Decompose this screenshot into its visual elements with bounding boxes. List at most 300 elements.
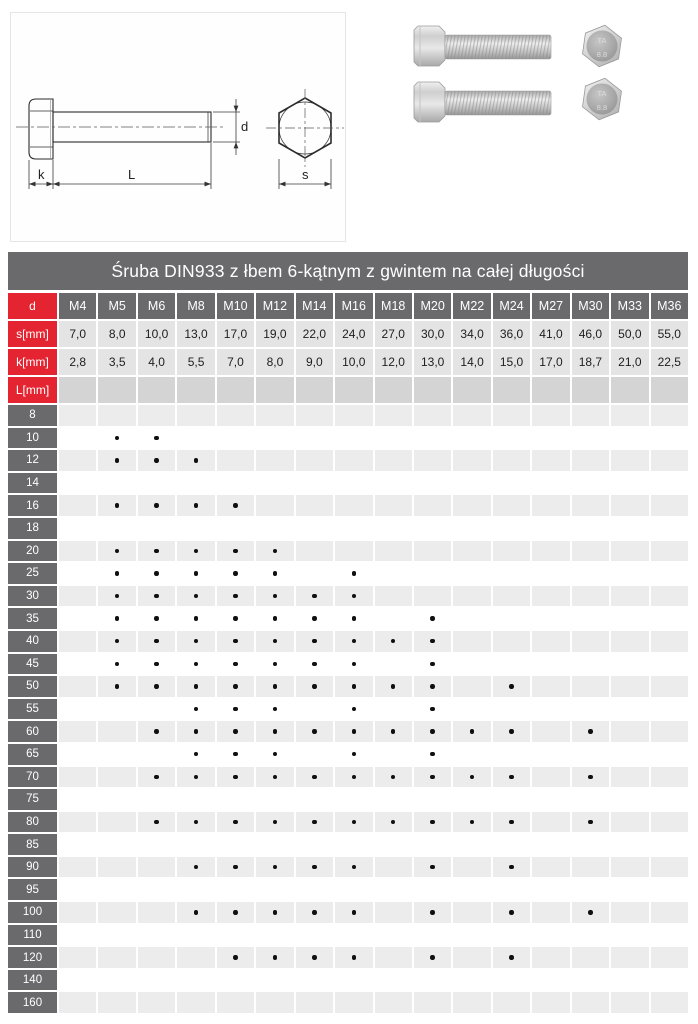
availability-cell-75-M12 xyxy=(256,789,293,810)
availability-cell-40-M18 xyxy=(375,631,412,652)
availability-cell-55-M6 xyxy=(138,699,175,720)
availability-cell-14-M10 xyxy=(217,473,254,494)
dim-label-L: L xyxy=(128,167,136,182)
availability-cell-25-M20 xyxy=(414,563,451,584)
availability-dot xyxy=(509,684,513,688)
availability-cell-8-M24 xyxy=(493,405,530,426)
availability-cell-12-M5 xyxy=(98,450,135,471)
availability-cell-10-M33 xyxy=(611,428,648,449)
availability-cell-100-M18 xyxy=(375,902,412,923)
availability-cell-20-M24 xyxy=(493,541,530,562)
length-header-cell-M22 xyxy=(453,377,490,403)
availability-cell-30-M18 xyxy=(375,586,412,607)
availability-cell-14-M30 xyxy=(572,473,609,494)
availability-cell-10-M6 xyxy=(138,428,175,449)
length-row-10 xyxy=(8,428,688,449)
length-row-35 xyxy=(8,608,688,629)
bolt-head-front-view xyxy=(266,89,344,167)
availability-cell-90-M27 xyxy=(532,857,569,878)
s-value-M5: 8,0 xyxy=(98,321,135,347)
availability-cell-8-M36 xyxy=(651,405,688,426)
availability-cell-12-M33 xyxy=(611,450,648,471)
availability-cell-120-M10 xyxy=(217,947,254,968)
availability-cell-45-M22 xyxy=(453,654,490,675)
availability-dot xyxy=(194,775,198,779)
availability-cell-45-M30 xyxy=(572,654,609,675)
availability-cell-100-M8 xyxy=(177,902,214,923)
availability-cell-20-M4 xyxy=(59,541,96,562)
availability-dot xyxy=(233,820,237,824)
availability-cell-85-M30 xyxy=(572,834,609,855)
availability-cell-50-M22 xyxy=(453,676,490,697)
availability-cell-60-M30 xyxy=(572,721,609,742)
availability-dot xyxy=(194,503,198,507)
k-value-M24: 15,0 xyxy=(493,349,530,375)
availability-dot xyxy=(352,752,356,756)
availability-cell-70-M36 xyxy=(651,767,688,788)
col-header-M33: M33 xyxy=(611,293,648,319)
availability-dot xyxy=(115,662,119,666)
availability-cell-35-M14 xyxy=(296,608,333,629)
availability-cell-140-M18 xyxy=(375,970,412,991)
availability-cell-35-M36 xyxy=(651,608,688,629)
availability-cell-14-M16 xyxy=(335,473,372,494)
length-row-70 xyxy=(8,767,688,788)
availability-dot xyxy=(470,729,474,733)
availability-dot xyxy=(194,639,198,643)
availability-cell-160-M5 xyxy=(98,992,135,1013)
availability-dot xyxy=(273,549,277,553)
head-marking-grade: 8.8 xyxy=(596,50,608,59)
availability-cell-16-M10 xyxy=(217,495,254,516)
availability-cell-45-M12 xyxy=(256,654,293,675)
availability-dot xyxy=(194,865,198,869)
col-header-M20: M20 xyxy=(414,293,451,319)
availability-dot xyxy=(115,549,119,553)
availability-cell-65-M33 xyxy=(611,744,648,765)
availability-cell-16-M5 xyxy=(98,495,135,516)
availability-cell-40-M22 xyxy=(453,631,490,652)
s-value-M20: 30,0 xyxy=(414,321,451,347)
availability-dot xyxy=(391,775,395,779)
availability-dot xyxy=(233,707,237,711)
availability-cell-20-M36 xyxy=(651,541,688,562)
availability-dot xyxy=(233,775,237,779)
availability-cell-25-M10 xyxy=(217,563,254,584)
product-photos xyxy=(410,18,670,126)
availability-cell-18-M18 xyxy=(375,518,412,539)
length-header-cell-M12 xyxy=(256,377,293,403)
availability-cell-75-M6 xyxy=(138,789,175,810)
availability-dot xyxy=(430,775,434,779)
availability-cell-8-M20 xyxy=(414,405,451,426)
availability-cell-55-M14 xyxy=(296,699,333,720)
availability-cell-45-M18 xyxy=(375,654,412,675)
k-value-M36: 22,5 xyxy=(651,349,688,375)
availability-cell-55-M8 xyxy=(177,699,214,720)
availability-cell-160-M18 xyxy=(375,992,412,1013)
availability-cell-45-M10 xyxy=(217,654,254,675)
availability-cell-18-M24 xyxy=(493,518,530,539)
availability-dot xyxy=(312,639,316,643)
availability-cell-65-M18 xyxy=(375,744,412,765)
availability-cell-12-M27 xyxy=(532,450,569,471)
length-row-16 xyxy=(8,495,688,516)
availability-cell-55-M18 xyxy=(375,699,412,720)
availability-cell-35-M12 xyxy=(256,608,293,629)
availability-dot xyxy=(312,662,316,666)
availability-cell-160-M4 xyxy=(59,992,96,1013)
length-row-30 xyxy=(8,586,688,607)
availability-dot xyxy=(430,662,434,666)
length-row-75 xyxy=(8,789,688,810)
availability-dot xyxy=(154,458,158,462)
availability-dot xyxy=(312,865,316,869)
availability-dot xyxy=(430,820,434,824)
availability-dot xyxy=(312,616,316,620)
availability-cell-140-M8 xyxy=(177,970,214,991)
availability-cell-35-M30 xyxy=(572,608,609,629)
availability-cell-10-M20 xyxy=(414,428,451,449)
head-marking-brand: TA xyxy=(597,89,607,98)
availability-dot xyxy=(154,503,158,507)
availability-cell-14-M6 xyxy=(138,473,175,494)
availability-cell-14-M24 xyxy=(493,473,530,494)
availability-cell-30-M12 xyxy=(256,586,293,607)
availability-cell-60-M10 xyxy=(217,721,254,742)
k-value-M16: 10,0 xyxy=(335,349,372,375)
availability-dot xyxy=(115,639,119,643)
col-header-M12: M12 xyxy=(256,293,293,319)
availability-dot xyxy=(194,616,198,620)
availability-cell-20-M14 xyxy=(296,541,333,562)
availability-cell-10-M36 xyxy=(651,428,688,449)
availability-cell-90-M14 xyxy=(296,857,333,878)
dimension-k-L xyxy=(29,143,211,189)
availability-cell-14-M8 xyxy=(177,473,214,494)
availability-cell-25-M24 xyxy=(493,563,530,584)
availability-dot xyxy=(430,865,434,869)
availability-dot xyxy=(470,820,474,824)
availability-cell-95-M22 xyxy=(453,879,490,900)
availability-dot xyxy=(352,684,356,688)
availability-dot xyxy=(352,594,356,598)
availability-cell-25-M8 xyxy=(177,563,214,584)
col-header-M16: M16 xyxy=(335,293,372,319)
availability-dot xyxy=(115,684,119,688)
availability-cell-95-M24 xyxy=(493,879,530,900)
availability-cell-10-M4 xyxy=(59,428,96,449)
availability-cell-160-M27 xyxy=(532,992,569,1013)
availability-cell-55-M16 xyxy=(335,699,372,720)
availability-cell-65-M8 xyxy=(177,744,214,765)
availability-cell-8-M27 xyxy=(532,405,569,426)
availability-cell-50-M27 xyxy=(532,676,569,697)
availability-dot xyxy=(273,639,277,643)
availability-cell-30-M20 xyxy=(414,586,451,607)
availability-cell-8-M8 xyxy=(177,405,214,426)
availability-dot xyxy=(588,910,592,914)
length-label-20: 20 xyxy=(8,541,57,562)
bolt-photo-1 xyxy=(414,26,551,66)
availability-cell-60-M24 xyxy=(493,721,530,742)
availability-cell-20-M6 xyxy=(138,541,175,562)
availability-cell-20-M22 xyxy=(453,541,490,562)
availability-cell-110-M6 xyxy=(138,925,175,946)
availability-cell-40-M27 xyxy=(532,631,569,652)
availability-dot xyxy=(194,458,198,462)
availability-cell-80-M18 xyxy=(375,812,412,833)
k-value-M8: 5,5 xyxy=(177,349,214,375)
availability-cell-95-M4 xyxy=(59,879,96,900)
availability-cell-110-M16 xyxy=(335,925,372,946)
availability-cell-120-M16 xyxy=(335,947,372,968)
availability-cell-120-M14 xyxy=(296,947,333,968)
availability-cell-120-M8 xyxy=(177,947,214,968)
availability-cell-45-M8 xyxy=(177,654,214,675)
availability-cell-25-M22 xyxy=(453,563,490,584)
availability-cell-75-M22 xyxy=(453,789,490,810)
availability-dot xyxy=(312,729,316,733)
availability-cell-90-M8 xyxy=(177,857,214,878)
availability-cell-65-M10 xyxy=(217,744,254,765)
availability-dot xyxy=(115,594,119,598)
k-value-M5: 3,5 xyxy=(98,349,135,375)
availability-cell-30-M24 xyxy=(493,586,530,607)
k-value-M4: 2,8 xyxy=(59,349,96,375)
length-row-80 xyxy=(8,812,688,833)
availability-cell-25-M16 xyxy=(335,563,372,584)
availability-cell-20-M30 xyxy=(572,541,609,562)
availability-cell-85-M6 xyxy=(138,834,175,855)
availability-cell-95-M16 xyxy=(335,879,372,900)
availability-dot xyxy=(194,910,198,914)
availability-dot xyxy=(273,775,277,779)
availability-cell-18-M33 xyxy=(611,518,648,539)
availability-dot xyxy=(273,729,277,733)
col-header-M22: M22 xyxy=(453,293,490,319)
availability-cell-14-M5 xyxy=(98,473,135,494)
col-header-M27: M27 xyxy=(532,293,569,319)
availability-dot xyxy=(312,910,316,914)
availability-cell-35-M22 xyxy=(453,608,490,629)
technical-drawing-panel xyxy=(10,12,346,242)
availability-cell-80-M10 xyxy=(217,812,254,833)
availability-dot xyxy=(430,729,434,733)
dim-label-d: d xyxy=(241,119,249,134)
availability-dot xyxy=(273,571,277,575)
length-row-160 xyxy=(8,992,688,1013)
length-label-30: 30 xyxy=(8,586,57,607)
availability-cell-14-M14 xyxy=(296,473,333,494)
availability-cell-8-M18 xyxy=(375,405,412,426)
availability-cell-70-M16 xyxy=(335,767,372,788)
availability-cell-160-M24 xyxy=(493,992,530,1013)
availability-cell-60-M22 xyxy=(453,721,490,742)
k-value-M22: 14,0 xyxy=(453,349,490,375)
availability-cell-110-M24 xyxy=(493,925,530,946)
availability-cell-10-M22 xyxy=(453,428,490,449)
availability-dot xyxy=(233,639,237,643)
length-header-cell-M6 xyxy=(138,377,175,403)
availability-cell-16-M24 xyxy=(493,495,530,516)
availability-cell-40-M5 xyxy=(98,631,135,652)
availability-cell-30-M14 xyxy=(296,586,333,607)
diameter-header-row xyxy=(8,293,688,319)
availability-cell-160-M22 xyxy=(453,992,490,1013)
availability-cell-50-M5 xyxy=(98,676,135,697)
col-header-M6: M6 xyxy=(138,293,175,319)
length-row-14 xyxy=(8,473,688,494)
availability-cell-8-M30 xyxy=(572,405,609,426)
availability-cell-40-M6 xyxy=(138,631,175,652)
availability-dot xyxy=(115,458,119,462)
availability-cell-75-M30 xyxy=(572,789,609,810)
availability-dot xyxy=(154,436,158,440)
availability-cell-8-M22 xyxy=(453,405,490,426)
availability-dot xyxy=(509,865,513,869)
availability-cell-8-M10 xyxy=(217,405,254,426)
k-value-M20: 13,0 xyxy=(414,349,451,375)
availability-cell-12-M4 xyxy=(59,450,96,471)
k-values-row xyxy=(8,349,688,375)
availability-cell-10-M24 xyxy=(493,428,530,449)
availability-cell-12-M24 xyxy=(493,450,530,471)
availability-cell-20-M20 xyxy=(414,541,451,562)
availability-dot xyxy=(391,729,395,733)
availability-cell-45-M14 xyxy=(296,654,333,675)
length-label-65: 65 xyxy=(8,744,57,765)
k-value-M10: 7,0 xyxy=(217,349,254,375)
length-row-50 xyxy=(8,676,688,697)
availability-cell-20-M33 xyxy=(611,541,648,562)
availability-cell-30-M4 xyxy=(59,586,96,607)
length-label-60: 60 xyxy=(8,721,57,742)
availability-dot xyxy=(233,684,237,688)
availability-cell-25-M6 xyxy=(138,563,175,584)
availability-cell-40-M30 xyxy=(572,631,609,652)
availability-cell-75-M16 xyxy=(335,789,372,810)
availability-dot xyxy=(194,684,198,688)
length-label-110: 110 xyxy=(8,925,57,946)
availability-cell-100-M4 xyxy=(59,902,96,923)
length-row-12 xyxy=(8,450,688,471)
availability-dot xyxy=(391,684,395,688)
length-row-85 xyxy=(8,834,688,855)
length-label-12: 12 xyxy=(8,450,57,471)
availability-cell-8-M33 xyxy=(611,405,648,426)
availability-dot xyxy=(154,662,158,666)
availability-dot xyxy=(233,616,237,620)
length-label-25: 25 xyxy=(8,563,57,584)
availability-dot xyxy=(154,594,158,598)
availability-cell-140-M36 xyxy=(651,970,688,991)
length-header-cell-M30 xyxy=(572,377,609,403)
availability-dot xyxy=(273,865,277,869)
availability-dot xyxy=(588,729,592,733)
availability-cell-160-M30 xyxy=(572,992,609,1013)
availability-cell-85-M10 xyxy=(217,834,254,855)
availability-cell-18-M10 xyxy=(217,518,254,539)
availability-cell-85-M4 xyxy=(59,834,96,855)
availability-dot xyxy=(352,775,356,779)
availability-cell-16-M22 xyxy=(453,495,490,516)
availability-dot xyxy=(273,707,277,711)
availability-cell-120-M30 xyxy=(572,947,609,968)
availability-cell-110-M33 xyxy=(611,925,648,946)
availability-dot xyxy=(352,639,356,643)
availability-cell-45-M33 xyxy=(611,654,648,675)
availability-cell-160-M36 xyxy=(651,992,688,1013)
availability-cell-14-M36 xyxy=(651,473,688,494)
availability-dot xyxy=(509,955,513,959)
availability-dot xyxy=(588,820,592,824)
availability-cell-10-M16 xyxy=(335,428,372,449)
availability-cell-35-M8 xyxy=(177,608,214,629)
availability-cell-85-M16 xyxy=(335,834,372,855)
availability-cell-140-M27 xyxy=(532,970,569,991)
availability-cell-55-M24 xyxy=(493,699,530,720)
availability-cell-75-M27 xyxy=(532,789,569,810)
length-row-40 xyxy=(8,631,688,652)
availability-cell-140-M33 xyxy=(611,970,648,991)
availability-cell-100-M20 xyxy=(414,902,451,923)
availability-cell-90-M4 xyxy=(59,857,96,878)
availability-cell-90-M20 xyxy=(414,857,451,878)
availability-cell-18-M30 xyxy=(572,518,609,539)
availability-dot xyxy=(233,910,237,914)
availability-cell-160-M10 xyxy=(217,992,254,1013)
availability-cell-8-M4 xyxy=(59,405,96,426)
availability-cell-80-M14 xyxy=(296,812,333,833)
availability-cell-16-M33 xyxy=(611,495,648,516)
length-label-140: 140 xyxy=(8,970,57,991)
availability-cell-30-M16 xyxy=(335,586,372,607)
availability-cell-12-M12 xyxy=(256,450,293,471)
availability-cell-140-M12 xyxy=(256,970,293,991)
availability-cell-20-M8 xyxy=(177,541,214,562)
availability-cell-50-M12 xyxy=(256,676,293,697)
bolt-head-photo-1 xyxy=(581,23,623,70)
availability-cell-45-M24 xyxy=(493,654,530,675)
availability-cell-65-M4 xyxy=(59,744,96,765)
availability-cell-14-M20 xyxy=(414,473,451,494)
availability-cell-14-M22 xyxy=(453,473,490,494)
availability-cell-30-M30 xyxy=(572,586,609,607)
availability-cell-90-M24 xyxy=(493,857,530,878)
length-row-65 xyxy=(8,744,688,765)
availability-cell-120-M24 xyxy=(493,947,530,968)
availability-cell-140-M24 xyxy=(493,970,530,991)
availability-cell-85-M36 xyxy=(651,834,688,855)
availability-dot xyxy=(273,616,277,620)
s-value-M10: 17,0 xyxy=(217,321,254,347)
availability-cell-90-M22 xyxy=(453,857,490,878)
availability-cell-40-M12 xyxy=(256,631,293,652)
availability-cell-12-M18 xyxy=(375,450,412,471)
s-value-M8: 13,0 xyxy=(177,321,214,347)
length-label-8: 8 xyxy=(8,405,57,426)
technical-drawing xyxy=(11,13,347,243)
availability-cell-85-M27 xyxy=(532,834,569,855)
availability-cell-75-M5 xyxy=(98,789,135,810)
availability-cell-20-M5 xyxy=(98,541,135,562)
availability-cell-50-M36 xyxy=(651,676,688,697)
availability-dot xyxy=(509,820,513,824)
availability-cell-65-M24 xyxy=(493,744,530,765)
length-label-35: 35 xyxy=(8,608,57,629)
availability-cell-100-M6 xyxy=(138,902,175,923)
